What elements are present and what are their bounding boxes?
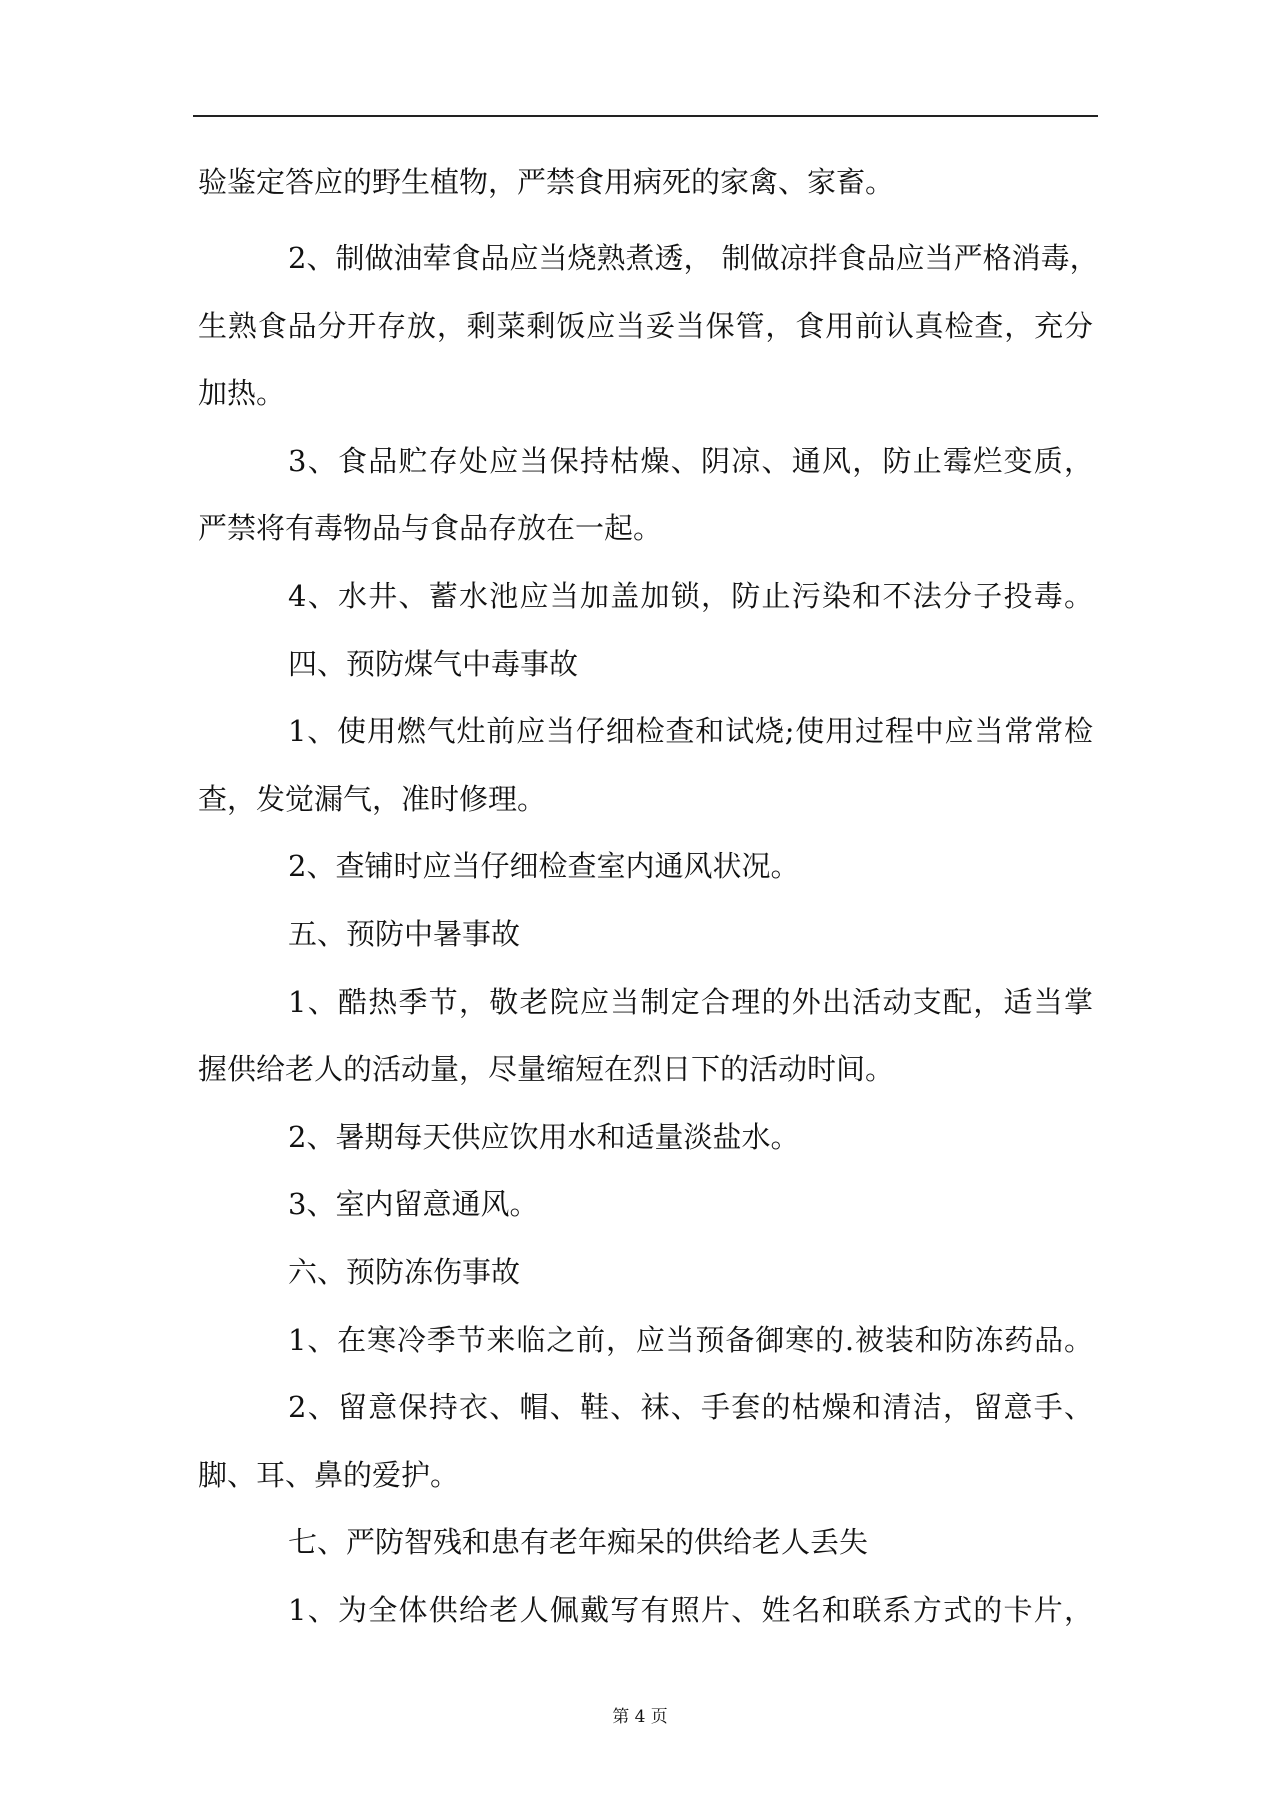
text-line: 五、预防中暑事故: [288, 916, 521, 951]
text-line: 六、预防冻伤事故: [288, 1254, 521, 1289]
text-line: 1、在寒冷季节来临之前，应当预备御寒的.被装和防冻药品。: [288, 1322, 1093, 1357]
text-line: 脚、耳、鼻的爱护。: [198, 1457, 460, 1492]
text-line: 1、酷热季节，敬老院应当制定合理的外出活动支配，适当掌: [288, 984, 1093, 1019]
text-line: 七、严防智残和患有老年痴呆的供给老人丢失: [288, 1525, 869, 1560]
text-line: 查，发觉漏气，准时修理。: [198, 781, 547, 816]
text-line: 加热。: [198, 376, 286, 411]
text-line: 1、为全体供给老人佩戴写有照片、姓名和联系方式的卡片，: [288, 1592, 1093, 1627]
text-line: 验鉴定答应的野生植物，严禁食用病死的家禽、家畜。: [198, 165, 895, 199]
text-line: 2、查铺时应当仔细检查室内通风状况。: [288, 849, 800, 884]
text-line: 四、预防煤气中毒事故: [288, 646, 579, 681]
text-line: 2、留意保持衣、帽、鞋、袜、手套的枯燥和清洁，留意手、: [288, 1390, 1093, 1425]
text-line: 握供给老人的活动量，尽量缩短在烈日下的活动时间。: [198, 1052, 895, 1087]
text-line: 生熟食品分开存放，剩菜剩饭应当妥当保管，食用前认真检查，充分: [198, 308, 1093, 343]
text-line: 1、使用燃气灶前应当仔细检查和试烧;使用过程中应当常常检: [288, 714, 1093, 749]
text-line: 严禁将有毒物品与食品存放在一起。: [198, 511, 663, 546]
header-rule: [193, 115, 1098, 117]
text-line: 2、暑期每天供应饮用水和适量淡盐水。: [288, 1119, 800, 1154]
text-line: 3、食品贮存处应当保持枯燥、阴凉、通风，防止霉烂变质，: [288, 443, 1093, 478]
text-line: 3、室内留意通风。: [288, 1187, 539, 1222]
text-line: 4、水井、蓄水池应当加盖加锁，防止污染和不法分子投毒。: [288, 578, 1093, 613]
text-line: 2、制做油荤食品应当烧熟煮透， 制做凉拌食品应当严格消毒，: [288, 241, 1099, 275]
page-number: 第 4 页: [612, 1707, 668, 1727]
document-body: [198, 160, 1099, 1655]
